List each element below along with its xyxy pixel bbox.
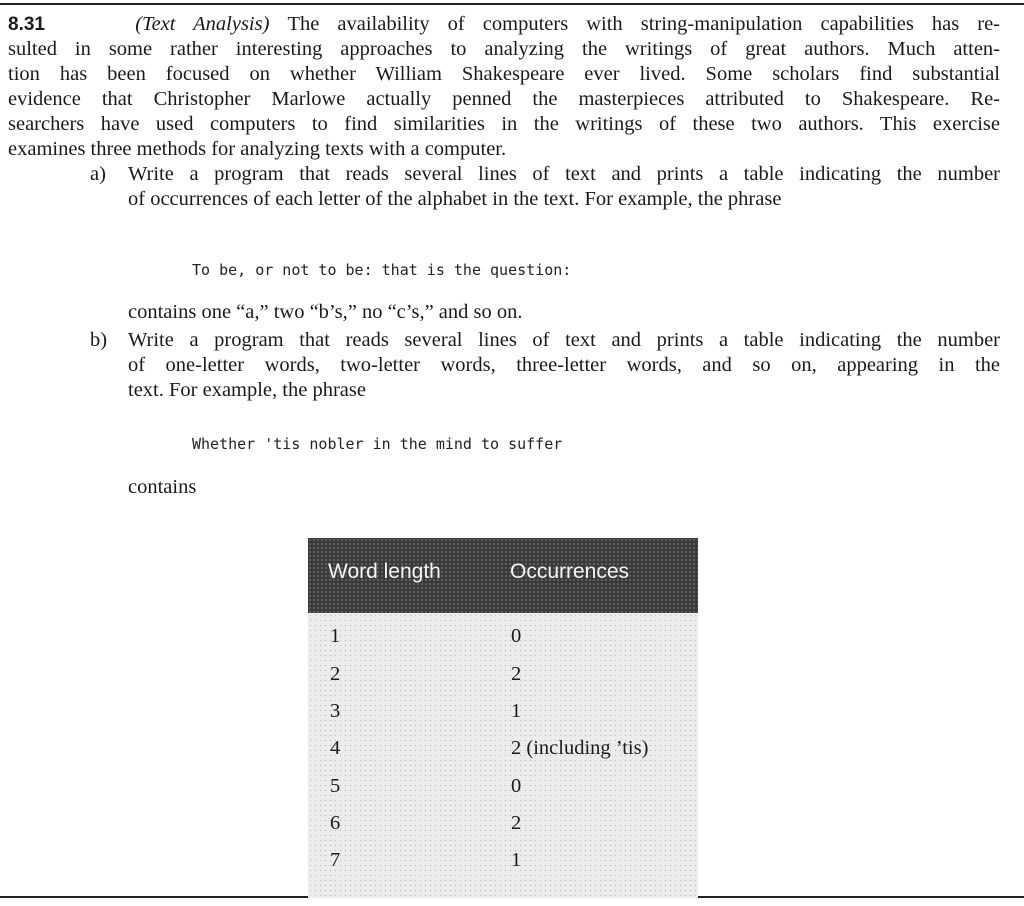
intro-line-5: searchers have used computers to find similarities in the writings of these two authors. This exercise <box>8 113 1000 135</box>
occurrences-cell: 2 <box>511 812 522 834</box>
part-a-line-1: Write a program that reads several lines of text and prints a table indicating the number <box>128 163 1000 185</box>
word-length-cell: 1 <box>330 625 341 647</box>
word-length-cell: 3 <box>330 700 341 722</box>
intro-line-1 <box>8 12 1000 37</box>
part-b-line-1: Write a program that reads several lines of text and prints a table indicating the number <box>128 329 1000 351</box>
occurrences-cell: 2 (including ’tis) <box>511 737 649 759</box>
intro-text: The availability of computers with string-manipulation capabilities has re- <box>287 13 1000 35</box>
intro-line-2: sulted in some rather interesting approaches to analyzing the writings of great authors. Much atten- <box>8 38 1000 60</box>
part-a-label: a) <box>90 163 106 185</box>
intro-line-6: examines three methods for analyzing texts with a computer. <box>8 138 507 160</box>
occurrences-cell: 0 <box>511 775 522 797</box>
occurrences-cell: 1 <box>511 849 522 871</box>
part-b-after: contains <box>128 476 197 498</box>
word-length-cell: 7 <box>330 849 341 871</box>
exercise-number: 8.31 <box>8 14 45 35</box>
page-top-rule <box>0 3 1024 5</box>
occurrences-cell: 2 <box>511 663 522 685</box>
intro-line-3: tion has been focused on whether William Shakespeare ever lived. Some scholars find substantial <box>8 63 1000 85</box>
word-length-cell: 2 <box>330 663 341 685</box>
header-occurrences: Occurrences <box>510 560 630 583</box>
intro-line-4: evidence that Christopher Marlowe actually penned the masterpieces attributed to Shakespeare. Re- <box>8 88 1000 110</box>
part-b-code: Whether 'tis nobler in the mind to suffer <box>192 435 563 453</box>
word-length-table <box>308 538 698 898</box>
occurrences-cell: 0 <box>511 625 522 647</box>
word-length-cell: 4 <box>330 737 341 759</box>
word-length-cell: 5 <box>330 775 341 797</box>
header-word-length: Word length <box>328 560 441 583</box>
part-a-code: To be, or not to be: that is the question: <box>192 261 572 279</box>
exercise-title: (Text Analysis) <box>135 13 270 35</box>
word-length-cell: 6 <box>330 812 341 834</box>
part-b-line-2: of one-letter words, two-letter words, three-letter words, and so on, appearing in the <box>128 354 1000 376</box>
part-a-after: contains one “a,” two “b’s,” no “c’s,” and so on. <box>128 301 523 323</box>
table-header <box>308 538 698 613</box>
part-a-line-2: of occurrences of each letter of the alphabet in the text. For example, the phrase <box>128 188 782 210</box>
part-b-label: b) <box>90 329 108 351</box>
occurrences-cell: 1 <box>511 700 522 722</box>
part-b-line-3: text. For example, the phrase <box>128 379 366 401</box>
